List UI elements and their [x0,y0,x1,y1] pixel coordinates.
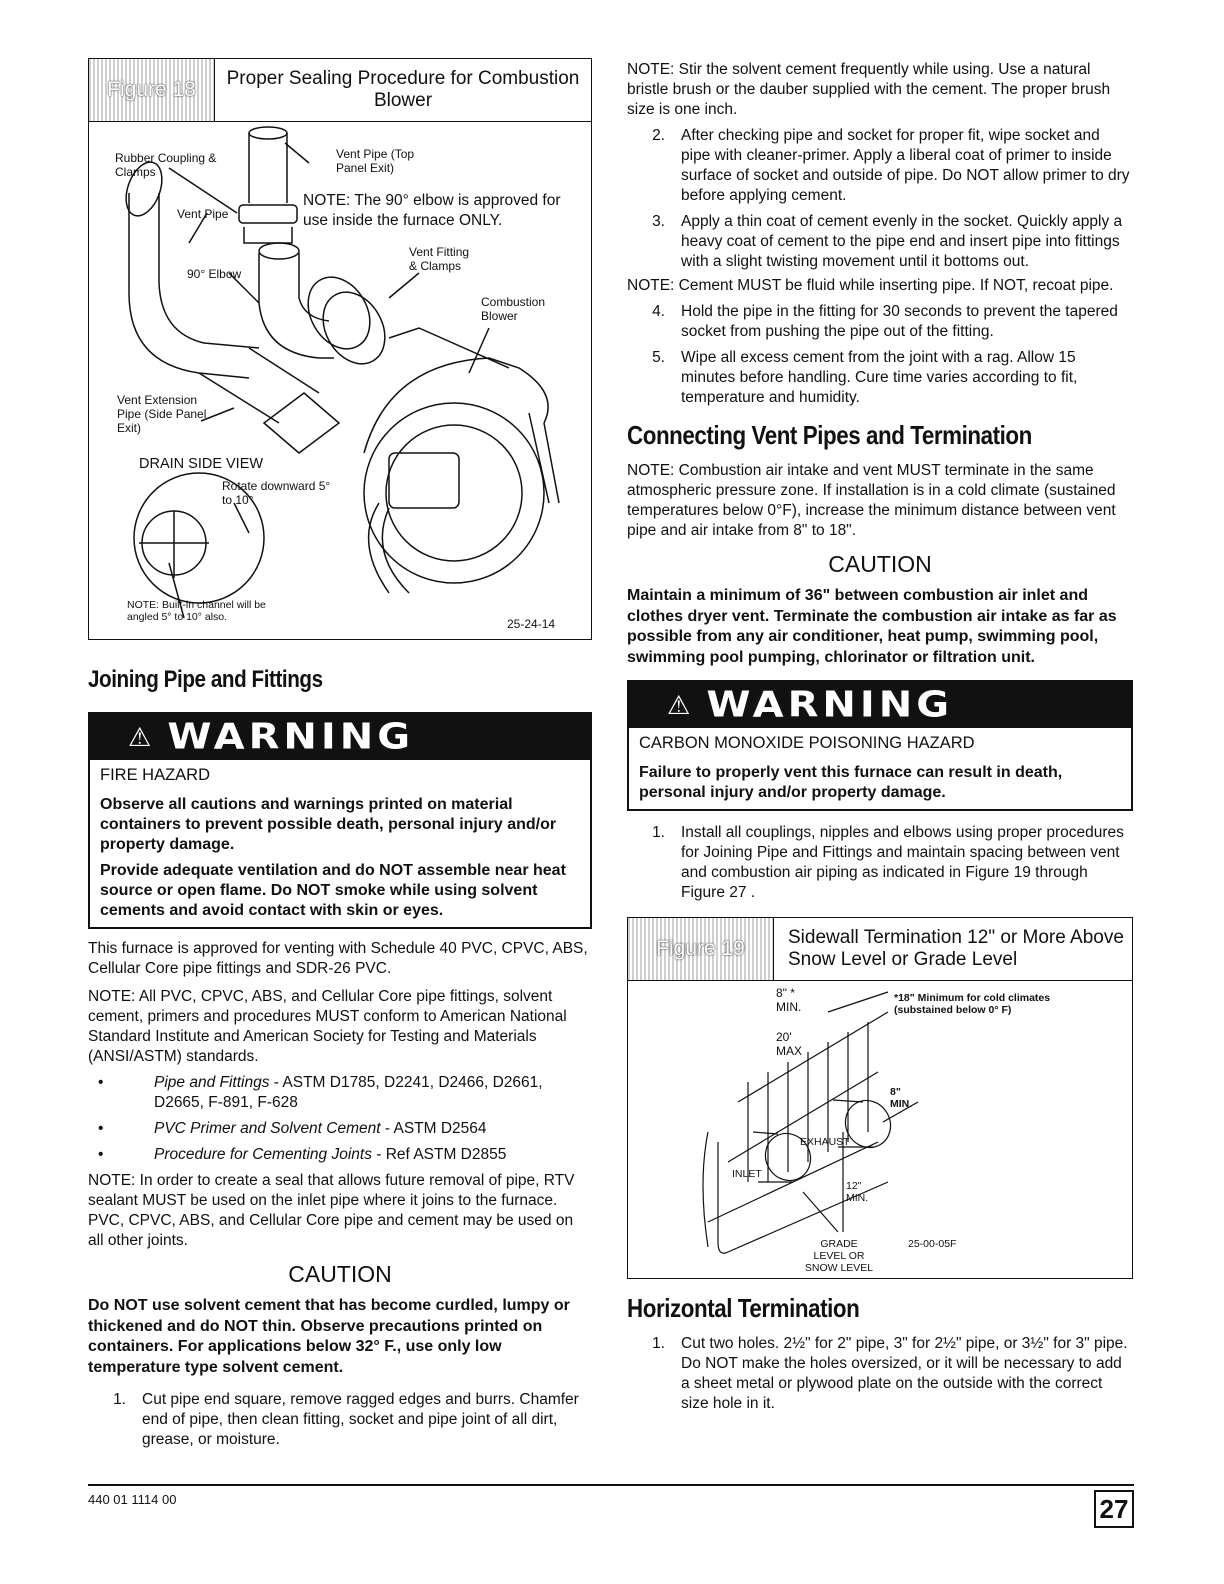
label-vent-pipe: Vent Pipe [177,207,229,221]
label-12-min: 12" MIN. [846,1180,869,1204]
footer-rule [88,1484,1134,1486]
step-text: Wipe all excess cement from the joint with a rag. Allow 15 minutes before handling. Cure time varies according to fit, temperature and humidity. [681,349,1078,406]
bullet-rest: - ASTM D1785, D2241, D2466, D2661, D2665, F-891, F-628 [154,1074,543,1111]
warning-fire-hazard [88,712,592,929]
label-90-elbow: 90° Elbow [187,267,242,281]
caution-heading: CAUTION [288,1261,392,1287]
label-grade-level: GRADE LEVEL OR SNOW LEVEL [804,1238,874,1274]
bullet-lead: Procedure for Cementing Joints [154,1146,372,1163]
bullet-rest: - ASTM D2564 [380,1120,487,1137]
label-20-max: 20' MAX [776,1030,803,1058]
caution-body: Do NOT use solvent cement that has become curdled, lumpy or thickened and do NOT thin. Observe precautions printed on containers. For applications below 32° F., use only low temperature type solvent cement. [88,1297,570,1376]
step-2: 2. After checking pipe and socket for proper fit, wipe socket and pipe with cleaner-primer. Apply a liberal coat of primer to inside surface of socket and outside of pipe. Do NOT allow primer to dry before applying cement. [627,126,1133,206]
step-text: Cut two holes. 2½" for 2" pipe, 3" for 2½" pipe, or 3½" for 3" pipe. Do NOT make the holes oversized, or it will be necessary to add a sheet metal or plywood plate on the outside with the correct size hole in it. [681,1335,1128,1412]
heading-horizontal: Horizontal Termination [627,1293,860,1323]
paragraph-standards: NOTE: All PVC, CPVC, ABS, and Cellular Core pipe fittings, solvent cement, primers and procedures MUST conform to American National Standard Institute and American Society for Testing and Materials (ANSI/ASTM) standards. [88,988,567,1065]
warning-hazard: FIRE HAZARD [100,766,211,784]
bullet-list [88,1073,592,1165]
paragraph-approved: This furnace is approved for venting with Schedule 40 PVC, CPVC, ABS, Cellular Core pipe fittings and SDR-26 PVC. [88,940,588,977]
label-cold-note: *18" Minimum for cold climates (substained below 0° F) [894,992,1051,1016]
label-drain-side-view: DRAIN SIDE VIEW [139,456,264,472]
figure-18-tag: Figure 18 [89,59,215,121]
label-note-channel: NOTE: Built-in channel will be angled 5° to 10° also. [127,599,266,623]
label-8-min-b: 8" MIN. [890,1086,913,1110]
step-text: Hold the pipe in the fitting for 30 seconds to prevent the tapered socket from pushing the pipe out of the fitting. [681,303,1118,340]
label-inlet: INLET [732,1168,762,1180]
warning-word: WARNING [706,684,954,726]
caution-heading-right: CAUTION [828,551,932,577]
figure-18-note: NOTE: The 90° elbow is approved for use inside the furnace ONLY. [303,192,561,229]
warning-triangle-icon: ⚠ [667,689,691,720]
document-number: 440 01 1114 00 [88,1492,177,1507]
install-step-1: 1. Install all couplings, nipples and elbows using proper procedures for Joining Pipe and Fittings and maintain spacing between vent and combustion air piping as indicated in Figure 19 through Figure 27 . [627,823,1133,903]
warning-body: Failure to properly vent this furnace can result in death, personal injury and/or property damage. [639,764,1063,801]
list-item: • Procedure for Cementing Joints - Ref ASTM D2855 [98,1146,507,1163]
step-text: Apply a thin coat of cement evenly in the socket. Quickly apply a heavy coat of cement to the pipe end and insert pipe into fittings with a slight twisting movement until it bottoms out. [681,213,1123,270]
warning-co-hazard [627,680,1133,811]
label-exhaust: EXHAUST [800,1136,850,1148]
label-rotate: Rotate downward 5° to 10° [222,479,331,507]
figure-18-code: 25-24-14 [507,617,556,631]
paragraph-rtv: NOTE: In order to create a seal that allows future removal of pipe, RTV sealant MUST be used on the inlet pipe where it joins to the furnace. PVC, CPVC, ABS, and Cellular Core pipe and cement may be used on all other joints. [88,1172,575,1249]
figure-19-tag: Figure 19 [628,918,774,980]
step-1: 1. Cut pipe end square, remove ragged edges and burrs. Chamfer end of pipe, then clean fitting, socket and pipe joint of all dirt, grease, or moisture. [88,1390,592,1450]
bullet-lead: PVC Primer and Solvent Cement [154,1120,381,1137]
note-stir: NOTE: Stir the solvent cement frequently while using. Use a natural bristle brush or the dauber supplied with the cement. The proper brush size is one inch. [627,61,1111,118]
warning-word: WARNING [167,716,415,758]
figure-19-code: 25-00-05F [908,1238,957,1250]
bullet-lead: Pipe and Fittings [154,1074,270,1091]
label-vent-pipe-top: Vent Pipe (Top Panel Exit) [336,147,415,175]
label-8-min: 8" * MIN. [776,986,802,1014]
step-4: 4. Hold the pipe in the fitting for 30 seconds to prevent the tapered socket from pushing the pipe out of the fitting. [627,302,1133,342]
heading-joining-pipe: Joining Pipe and Fittings [88,666,323,693]
figure-19 [627,917,1133,1279]
step-text: After checking pipe and socket for proper fit, wipe socket and pipe with cleaner-primer. Apply a liberal coat of primer to inside surface of socket and outside of pipe. Do NOT allow primer to dry before applying cement. [681,127,1130,204]
sidewall-termination-illustration [628,982,1132,1277]
caution-body-right: Maintain a minimum of 36" between combustion air inlet and clothes dryer vent. Terminate the combustion air intake as far as possible from any air conditioner, heat pump, swimming pool, swimming pool pumping, chlorinator or filtration unit. [627,587,1117,666]
warning-hazard: CARBON MONOXIDE POISONING HAZARD [639,734,975,752]
figure-18-title: Proper Sealing Procedure for Combustion Blower [226,68,580,111]
figure-18 [88,58,592,640]
bullet-rest: - Ref ASTM D2855 [371,1146,507,1163]
horizontal-step-1: 1. Cut two holes. 2½" for 2" pipe, 3" for 2½" pipe, or 3½" for 3" pipe. Do NOT make the holes oversized, or it will be necessary to add a sheet metal or plywood plate on the outside with the correct size hole in it. [627,1334,1133,1414]
label-vent-fitting: Vent Fitting & Clamps [409,245,470,273]
figure-19-title: Sidewall Termination 12" or More Above Snow Level or Grade Level [788,927,1124,970]
warning-body-2: Provide adequate ventilation and do NOT assemble near heat source or open flame. Do NOT smoke while using solvent cements and avoid contact with skin or eyes. [100,862,566,919]
step-5: 5. Wipe all excess cement from the joint with a rag. Allow 15 minutes before handling. Cure time varies according to fit, temperature and humidity. [627,348,1133,408]
step-3: 3. Apply a thin coat of cement evenly in the socket. Quickly apply a heavy coat of cement to the pipe end and insert pipe into fittings with a slight twisting movement until it bottoms out. [627,212,1133,272]
left-column [88,58,592,1450]
page-number: 27 [1094,1490,1134,1528]
step-text: Cut pipe end square, remove ragged edges and burrs. Chamfer end of pipe, then clean fitting, socket and pipe joint of all dirt, grease, or moisture. [142,1391,579,1448]
note-intake: NOTE: Combustion air intake and vent MUST terminate in the same atmospheric pressure zone. If installation is in a cold climate (sustained temperatures below 0°F), increase the minimum distance between vent pipe and air intake from 8" to 18". [627,462,1116,539]
label-rubber-coupling: Rubber Coupling & Clamps [115,151,217,179]
heading-connecting: Connecting Vent Pipes and Termination [627,420,1032,450]
label-combustion-blower: Combustion Blower [481,295,546,323]
list-item: • PVC Primer and Solvent Cement - ASTM D2564 [98,1120,487,1137]
step-text: Install all couplings, nipples and elbows using proper procedures for Joining Pipe and Fittings and maintain spacing between vent and combustion air piping as indicated in Figure 19 through Figure 27 . [681,824,1124,901]
label-vent-extension: Vent Extension Pipe (Side Panel Exit) [117,393,207,435]
warning-body-1: Observe all cautions and warnings printed on material containers to prevent possible death, personal injury and/or property damage. [100,796,557,853]
warning-triangle-icon: ⚠ [128,721,152,752]
note-cement: NOTE: Cement MUST be fluid while inserting pipe. If NOT, recoat pipe. [627,277,1114,294]
right-column [627,60,1133,1414]
list-item: • Pipe and Fittings - ASTM D1785, D2241, D2466, D2661, D2665, F-891, F-628 [98,1074,543,1111]
